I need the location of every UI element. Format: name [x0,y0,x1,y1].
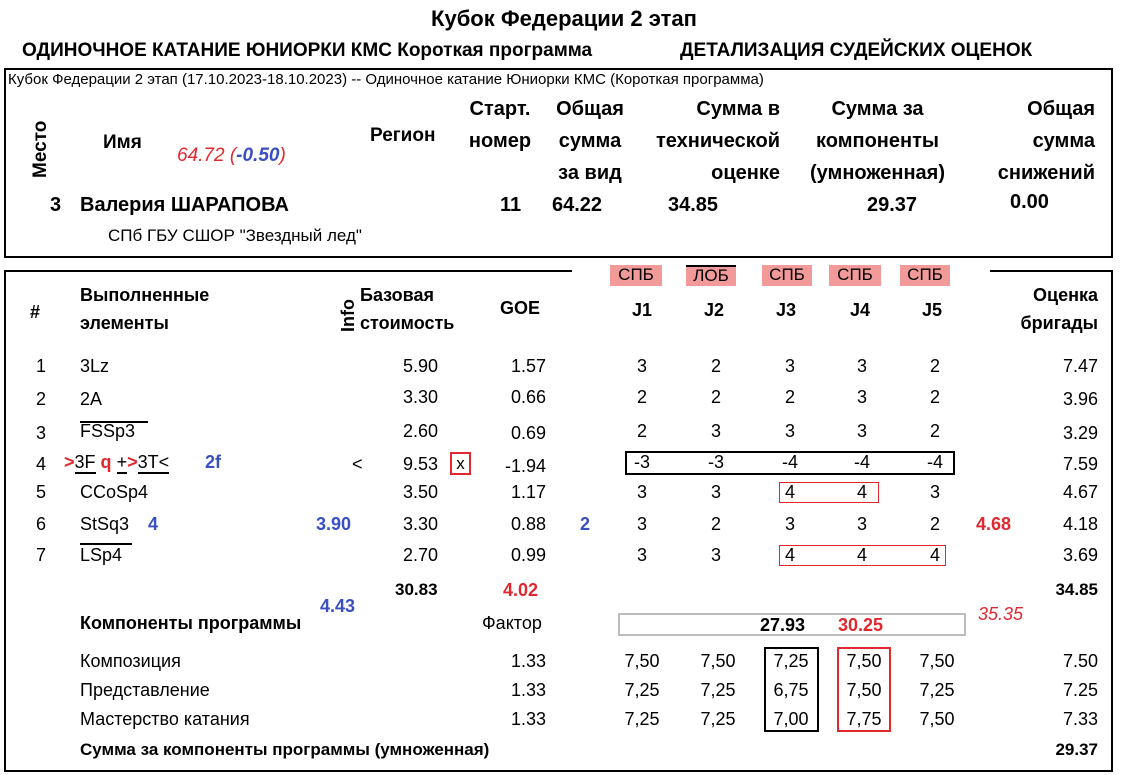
row-num: 7 [36,545,47,565]
alt-base: 3.90 [316,514,352,534]
alt-panel: 4.68 [976,514,1012,534]
component-score: 7,50 [700,651,736,671]
judge-score: 4 [784,482,795,502]
components-total: 29.37 [1055,740,1098,759]
col-j1: J1 [631,300,653,320]
judge-score: 3 [636,545,647,565]
tech-label-1: Сумма в [696,98,780,120]
judge-score: 3 [929,482,940,502]
judge-score: -4 [781,452,798,472]
judge-score: -4 [926,452,943,472]
judge-score: 2 [929,387,940,407]
panel-score: 3.96 [1062,389,1098,409]
judge-score: -3 [707,452,724,472]
panel-score: 3.69 [1062,545,1098,565]
row-num: 3 [36,423,47,443]
total-label-3: за вид [558,162,622,184]
element-goe: 0.99 [510,545,546,565]
judge-score: 2 [710,514,721,534]
element-base: 2.60 [402,421,438,441]
program-subtitle: ОДИНОЧНОЕ КАТАНИЕ ЮНИОРКИ КМС Короткая программа [22,40,593,61]
row-num: 5 [36,482,47,502]
element-name: >3F q +>3T< [64,452,170,472]
panel-score: 4.18 [1062,514,1098,534]
element-name: LSp4 [80,545,123,565]
panel-score: 7.47 [1062,356,1098,376]
start-label-1: Старт. [469,98,531,120]
event-line: Кубок Федерации 2 этап (17.10.2023-18.10.2023) -- Одиночное катание Юниорки КМС (Короткая программа) [8,71,764,88]
comp-label-2: компоненты [816,130,939,152]
skater-start-no: 11 [500,194,522,216]
component-score: 7,25 [624,680,660,700]
judge-score: 4 [784,545,795,565]
judge-score: 2 [636,421,647,441]
place-label: Место [30,120,51,178]
judge-score: 2 [636,387,647,407]
component-score: 7,25 [624,709,660,729]
page-title: Кубок Федерации 2 этап [431,6,697,31]
component-score: 7,75 [846,709,882,729]
components-label: Компоненты программы [80,613,302,633]
col-base-1: Базовая [360,285,435,305]
judge-score: 3 [856,387,867,407]
judge-score: 2 [929,514,940,534]
col-base-2: стоимость [360,313,455,333]
component-score: 6,75 [773,680,809,700]
element-base: 9.53 [402,454,438,474]
judge-region-1: СПБ [618,265,654,284]
col-j4: J4 [849,300,871,320]
tech-label-2: технической [655,130,780,152]
component-name: Композиция [80,651,181,671]
col-j5: J5 [921,300,943,320]
judge-score: 4 [856,482,867,502]
element-name: 3Lz [80,356,110,376]
element-base: 2.70 [402,545,438,565]
total-panel: 34.85 [1055,580,1098,599]
row-num: 2 [36,389,47,409]
element-name: StSq3 [80,514,130,534]
panel-score: 4.67 [1062,482,1098,502]
component-score: 7,50 [624,651,660,671]
ded-label-1: Общая [1027,98,1095,120]
component-score: 7,25 [919,680,955,700]
col-panel-1: Оценка [1033,285,1098,305]
total-base: 30.83 [395,580,438,599]
tech-label-3: оценке [711,162,780,184]
judge-score: 3 [710,482,721,502]
ded-label-2: сумма [1032,130,1095,152]
element-base: 3.30 [402,387,438,407]
judge-score: 2 [710,387,721,407]
element-annotation: 4 [148,514,159,534]
total-label-2: сумма [558,130,622,152]
col-j3: J3 [775,300,797,320]
judge-region-2: ЛОБ [693,266,729,285]
judge-score: 3 [856,514,867,534]
element-goe: 0.66 [510,387,546,407]
total-goe: 4.02 [503,580,539,600]
row-num: 1 [36,356,47,376]
judge-score: 3 [784,356,795,376]
judge-score: -4 [853,452,870,472]
skater-tes: 34.85 [668,194,719,216]
element-info: < [352,454,363,474]
component-panel: 7.33 [1062,709,1098,729]
judge-score: 2 [929,421,940,441]
judge-score: 2 [929,356,940,376]
judge-score: 4 [929,545,940,565]
judge-region-4: СПБ [837,265,873,284]
components-sum-b: 30.25 [838,615,884,635]
element-goe: 0.88 [510,514,546,534]
judge-score: 3 [784,514,795,534]
component-factor: 1.33 [510,680,546,700]
comp-label-3: (умноженная) [810,162,945,184]
component-score: 7,25 [700,680,736,700]
alt-total-base: 4.43 [320,596,356,616]
skater-pcs: 29.37 [867,194,918,216]
alt-score: 64.72 (-0.50) [177,145,286,166]
col-elements-2: элементы [80,313,169,333]
comp-label-1: Сумма за [831,98,924,120]
panel-score: 7.59 [1062,454,1098,474]
col-j2: J2 [703,300,725,320]
element-goe: 0.69 [510,423,546,443]
alt-goe: 2 [580,514,591,534]
row-num: 4 [36,454,47,474]
components-total-label: Сумма за компоненты программы (умноженная) [80,740,490,759]
skater-total: 64.22 [552,194,603,216]
element-annotation: 2f [205,452,222,472]
col-num: # [30,302,41,322]
component-name: Мастерство катания [80,709,250,729]
skater-name: Валерия ШАРАПОВА [80,194,289,216]
region-label: Регион [370,125,436,146]
component-score: 7,25 [773,651,809,671]
element-goe: 1.57 [510,356,546,376]
component-panel: 7.25 [1062,680,1098,700]
judge-score: 2 [710,356,721,376]
component-score: 7,50 [919,709,955,729]
components-sum-a: 27.93 [760,615,806,635]
factor-label: Фактор [482,613,542,633]
component-score: 7,50 [846,680,882,700]
component-panel: 7.50 [1062,651,1098,671]
judge-score: 3 [710,545,721,565]
element-name: FSSp3 [80,421,136,441]
bonus-marker: x [456,454,465,473]
col-goe: GOE [500,298,541,318]
judge-region-3: СПБ [769,265,805,284]
judge-score: 3 [710,421,721,441]
col-panel-2: бригады [1020,313,1098,333]
judge-score: 3 [636,482,647,502]
element-base: 5.90 [402,356,438,376]
judge-score: 3 [856,421,867,441]
element-name: CCoSp4 [80,482,149,502]
col-info: Info [338,299,358,332]
judge-score: 2 [784,387,795,407]
judge-score: 3 [636,356,647,376]
ded-label-3: снижений [997,162,1095,184]
element-base: 3.30 [402,514,438,534]
component-factor: 1.33 [510,709,546,729]
component-factor: 1.33 [510,651,546,671]
judge-score: 3 [636,514,647,534]
judge-score: 4 [856,545,867,565]
component-score: 7,00 [773,709,809,729]
components-alt-total: 35.35 [978,604,1024,624]
report-subtitle: ДЕТАЛИЗАЦИЯ СУДЕЙСКИХ ОЦЕНОК [680,40,1033,61]
component-score: 7,50 [846,651,882,671]
judge-score: -3 [633,452,650,472]
skater-deductions: 0.00 [1010,191,1049,213]
judge-score: 3 [856,356,867,376]
panel-score: 3.29 [1062,423,1098,443]
total-label-1: Общая [556,98,624,120]
skater-place: 3 [50,194,62,216]
component-score: 7,50 [919,651,955,671]
judge-score: 3 [784,421,795,441]
element-goe: -1.94 [504,456,546,476]
element-base: 3.50 [402,482,438,502]
judge-region-5: СПБ [907,265,943,284]
name-label: Имя [103,132,142,153]
element-goe: 1.17 [510,482,546,502]
start-label-2: номер [468,130,532,152]
component-name: Представление [80,680,210,700]
row-num: 6 [36,514,47,534]
element-name: 2A [80,389,103,409]
skater-club: СПб ГБУ СШОР "Звездный лед" [108,226,362,245]
col-elements-1: Выполненные [80,285,210,305]
component-score: 7,25 [700,709,736,729]
